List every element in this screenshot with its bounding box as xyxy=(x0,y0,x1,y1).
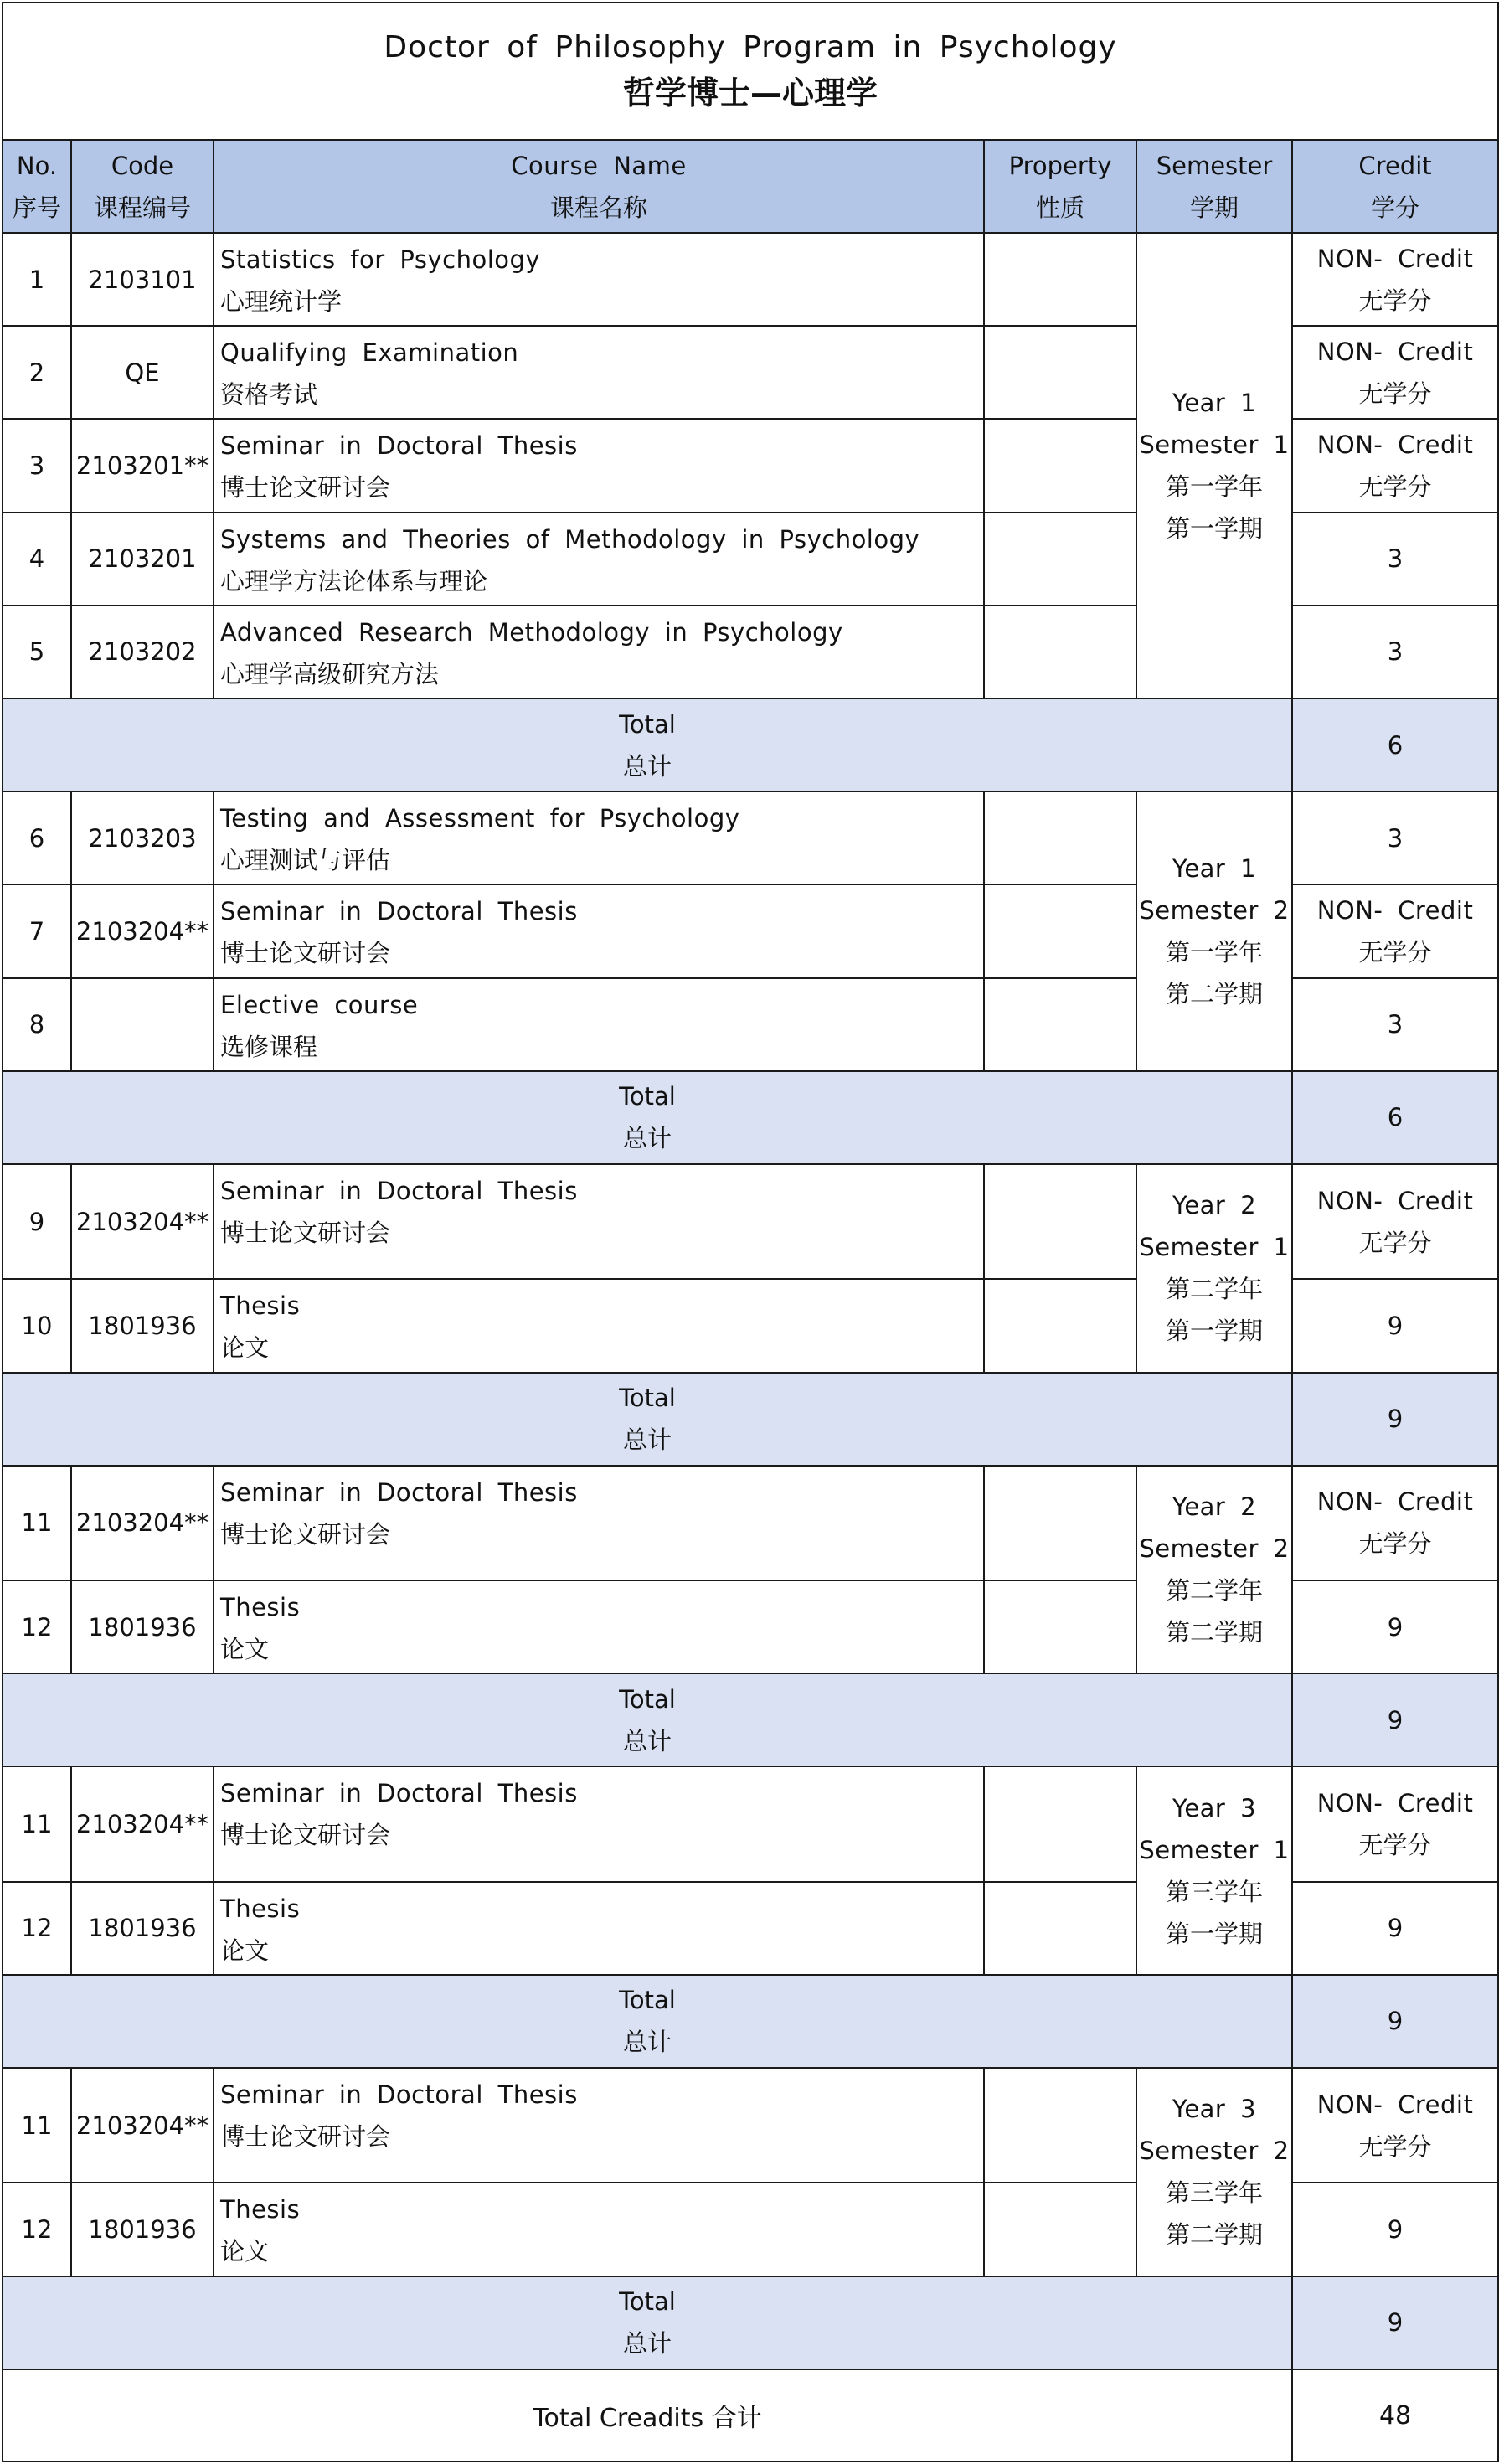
semester-cell xyxy=(1136,2068,1292,2276)
course-credit: 3 xyxy=(1292,513,1498,606)
course-code: 2103204** xyxy=(71,1766,214,1881)
course-credit xyxy=(1292,233,1498,326)
course-number: 1 xyxy=(3,233,71,326)
semester-term: Semester 2 xyxy=(1139,896,1290,925)
course-property xyxy=(984,1882,1136,1975)
course-name-english: Seminar in Doctoral Thesis xyxy=(220,1477,578,1507)
course-number: 3 xyxy=(3,419,71,512)
grand-total-row xyxy=(3,2369,1498,2461)
course-name-chinese: 博士论文研讨会 xyxy=(220,1219,391,1248)
non-credit-label-chinese: 无学分 xyxy=(1358,2132,1432,2161)
semester-total-row xyxy=(3,2276,1498,2369)
course-name-english: Seminar in Doctoral Thesis xyxy=(220,1779,578,1808)
course-property xyxy=(984,2068,1136,2183)
course-name-english: Systems and Theories of Methodology in Psychology xyxy=(220,524,920,554)
course-name-chinese: 博士论文研讨会 xyxy=(220,939,391,968)
total-label-chinese: 总计 xyxy=(622,1425,672,1455)
course-credit xyxy=(1292,884,1498,977)
course-row xyxy=(3,1766,1498,1881)
course-name xyxy=(214,978,984,1071)
grand-total-value: 48 xyxy=(1292,2369,1498,2461)
header-no: No. 序号 xyxy=(3,140,71,233)
total-label-english: Total xyxy=(619,1684,676,1714)
non-credit-label-chinese: 无学分 xyxy=(1358,1831,1432,1859)
header-code: Code 课程编号 xyxy=(71,140,214,233)
semester-term: Semester 1 xyxy=(1139,1835,1290,1864)
course-row xyxy=(3,2068,1498,2183)
semester-term-chinese: 第二学期 xyxy=(1165,1617,1263,1647)
semester-term: Semester 1 xyxy=(1139,1233,1290,1262)
course-number: 7 xyxy=(3,884,71,977)
course-name xyxy=(214,884,984,977)
course-credit: 9 xyxy=(1292,1279,1498,1372)
semester-cell xyxy=(1136,1766,1292,1974)
non-credit-label: NON- Credit xyxy=(1316,244,1474,273)
course-code: 1801936 xyxy=(71,1882,214,1975)
course-number: 12 xyxy=(3,1882,71,1975)
course-property xyxy=(984,233,1136,326)
course-code: 1801936 xyxy=(71,1580,214,1673)
non-credit-label-chinese: 无学分 xyxy=(1358,379,1432,408)
semester-term: Semester 2 xyxy=(1139,2137,1290,2166)
title-row xyxy=(3,3,1498,140)
course-name xyxy=(214,606,984,698)
course-name-english: Thesis xyxy=(220,1291,301,1321)
semester-year-chinese: 第二学年 xyxy=(1165,1275,1263,1304)
semester-year-chinese: 第二学年 xyxy=(1165,1575,1263,1605)
course-number: 9 xyxy=(3,1164,71,1279)
course-row xyxy=(3,791,1498,884)
semester-total-value: 9 xyxy=(1292,1373,1498,1466)
semester-year-chinese: 第三学年 xyxy=(1165,1877,1263,1906)
title-chinese: 哲学博士—心理学 xyxy=(623,75,878,111)
course-name-english: Elective course xyxy=(220,990,419,1019)
semester-total-row xyxy=(3,1975,1498,2068)
course-name-chinese: 心理测试与评估 xyxy=(220,846,391,875)
course-credit: 9 xyxy=(1292,1580,1498,1673)
semester-year: Year 2 xyxy=(1172,1492,1257,1521)
course-property xyxy=(984,1466,1136,1580)
non-credit-label: NON- Credit xyxy=(1316,896,1474,925)
non-credit-label: NON- Credit xyxy=(1316,1186,1474,1215)
course-property xyxy=(984,606,1136,698)
course-row xyxy=(3,1466,1498,1580)
semester-total-label xyxy=(3,1373,1292,1466)
non-credit-label-chinese: 无学分 xyxy=(1358,472,1432,501)
semester-total-row xyxy=(3,1071,1498,1164)
course-credit xyxy=(1292,326,1498,419)
course-name xyxy=(214,1766,984,1881)
course-code: 2103202 xyxy=(71,606,214,698)
course-property xyxy=(984,978,1136,1071)
course-name xyxy=(214,513,984,606)
header-course-name: Course Name 课程名称 xyxy=(214,140,984,233)
course-name-chinese: 资格考试 xyxy=(220,380,318,410)
semester-cell xyxy=(1136,1466,1292,1673)
course-property xyxy=(984,1279,1136,1372)
course-property xyxy=(984,326,1136,419)
semester-total-value: 9 xyxy=(1292,1975,1498,2068)
course-number: 11 xyxy=(3,1466,71,1580)
course-name-chinese: 博士论文研讨会 xyxy=(220,2122,391,2152)
course-name-english: Thesis xyxy=(220,2195,301,2224)
course-name-english: Seminar in Doctoral Thesis xyxy=(220,897,578,926)
total-label-chinese: 总计 xyxy=(622,1726,672,1755)
semester-term-chinese: 第一学期 xyxy=(1165,1317,1263,1346)
semester-total-row xyxy=(3,698,1498,791)
semester-total-label xyxy=(3,1673,1292,1766)
semester-total-value: 6 xyxy=(1292,698,1498,791)
semester-year: Year 2 xyxy=(1172,1191,1257,1220)
semester-year: Year 3 xyxy=(1172,2095,1257,2124)
semester-year-chinese: 第一学年 xyxy=(1165,938,1263,967)
semester-total-label xyxy=(3,698,1292,791)
semester-year: Year 3 xyxy=(1172,1793,1257,1822)
total-label-english: Total xyxy=(619,709,676,739)
non-credit-label: NON- Credit xyxy=(1316,2090,1474,2119)
total-label-english: Total xyxy=(619,2287,676,2317)
non-credit-label-chinese: 无学分 xyxy=(1358,1529,1432,1559)
course-name-chinese: 论文 xyxy=(220,2237,270,2266)
course-name xyxy=(214,326,984,419)
course-name-chinese: 论文 xyxy=(220,1634,270,1663)
course-number: 12 xyxy=(3,2183,71,2276)
total-label-english: Total xyxy=(619,1384,676,1413)
course-name-english: Seminar in Doctoral Thesis xyxy=(220,431,578,461)
grand-total-label: Total Creadits 合计 xyxy=(3,2369,1292,2461)
course-code: QE xyxy=(71,326,214,419)
document-title xyxy=(3,3,1498,140)
course-name xyxy=(214,1580,984,1673)
course-row xyxy=(3,233,1498,326)
course-number: 11 xyxy=(3,1766,71,1881)
total-label-chinese: 总计 xyxy=(622,2329,672,2358)
semester-total-value: 9 xyxy=(1292,1673,1498,1766)
non-credit-label: NON- Credit xyxy=(1316,337,1474,366)
course-number: 11 xyxy=(3,2068,71,2183)
semester-total-row xyxy=(3,1373,1498,1466)
semester-cell xyxy=(1136,233,1292,698)
course-name-chinese: 心理学方法论体系与理论 xyxy=(220,566,488,595)
course-name-chinese: 博士论文研讨会 xyxy=(220,1821,391,1850)
non-credit-label-chinese: 无学分 xyxy=(1358,286,1432,315)
course-credit: 3 xyxy=(1292,606,1498,698)
course-property xyxy=(984,884,1136,977)
course-credit xyxy=(1292,1466,1498,1580)
course-name-chinese: 论文 xyxy=(220,1936,270,1965)
course-code: 2103201 xyxy=(71,513,214,606)
course-number: 5 xyxy=(3,606,71,698)
course-name xyxy=(214,1164,984,1279)
non-credit-label: NON- Credit xyxy=(1316,430,1474,459)
course-number: 2 xyxy=(3,326,71,419)
course-name xyxy=(214,419,984,512)
semester-term-chinese: 第二学期 xyxy=(1165,980,1263,1009)
course-credit: 9 xyxy=(1292,1882,1498,1975)
course-credit xyxy=(1292,419,1498,512)
semester-term: Semester 1 xyxy=(1139,430,1290,459)
course-name xyxy=(214,2068,984,2183)
header-semester: Semester 学期 xyxy=(1136,140,1292,233)
semester-cell xyxy=(1136,1164,1292,1372)
semester-year: Year 1 xyxy=(1172,854,1257,884)
course-code: 2103204** xyxy=(71,1466,214,1580)
header-credit: Credit 学分 xyxy=(1292,140,1498,233)
course-name-chinese: 论文 xyxy=(220,1333,270,1363)
course-name-chinese: 博士论文研讨会 xyxy=(220,1519,391,1549)
course-row xyxy=(3,1164,1498,1279)
semester-total-value: 9 xyxy=(1292,2276,1498,2369)
course-property xyxy=(984,2183,1136,2276)
semester-total-label xyxy=(3,2276,1292,2369)
course-code xyxy=(71,978,214,1071)
course-code: 2103201** xyxy=(71,419,214,512)
course-code: 2103204** xyxy=(71,2068,214,2183)
course-property xyxy=(984,1580,1136,1673)
course-name xyxy=(214,1279,984,1372)
non-credit-label: NON- Credit xyxy=(1316,1487,1474,1517)
course-name-english: Qualifying Examination xyxy=(220,338,519,368)
course-property xyxy=(984,1164,1136,1279)
header-property: Property 性质 xyxy=(984,140,1136,233)
course-name-english: Testing and Assessment for Psychology xyxy=(220,804,740,833)
course-name xyxy=(214,233,984,326)
course-code: 1801936 xyxy=(71,1279,214,1372)
course-number: 4 xyxy=(3,513,71,606)
total-label-english: Total xyxy=(619,1082,676,1111)
curriculum-table xyxy=(2,2,1499,2462)
table-body xyxy=(3,233,1498,2369)
course-name-english: Seminar in Doctoral Thesis xyxy=(220,1177,578,1206)
course-code: 2103101 xyxy=(71,233,214,326)
course-name-chinese: 博士论文研讨会 xyxy=(220,473,391,503)
semester-term-chinese: 第二学期 xyxy=(1165,2220,1263,2250)
course-name-english: Thesis xyxy=(220,1894,301,1923)
course-name xyxy=(214,1466,984,1580)
course-number: 10 xyxy=(3,1279,71,1372)
course-name-chinese: 选修课程 xyxy=(220,1032,318,1061)
course-code: 2103204** xyxy=(71,884,214,977)
semester-year-chinese: 第三学年 xyxy=(1165,2178,1263,2208)
title-english: Doctor of Philosophy Program in Psychology xyxy=(384,30,1117,64)
total-label-chinese: 总计 xyxy=(622,1124,672,1153)
semester-cell xyxy=(1136,791,1292,1071)
total-label-chinese: 总计 xyxy=(622,2028,672,2057)
course-credit xyxy=(1292,2068,1498,2183)
non-credit-label-chinese: 无学分 xyxy=(1358,1228,1432,1257)
total-label-english: Total xyxy=(619,1986,676,2015)
semester-term-chinese: 第一学期 xyxy=(1165,1919,1263,1948)
non-credit-label: NON- Credit xyxy=(1316,1789,1474,1817)
course-credit: 3 xyxy=(1292,791,1498,884)
course-property xyxy=(984,419,1136,512)
course-number: 12 xyxy=(3,1580,71,1673)
course-name-english: Seminar in Doctoral Thesis xyxy=(220,2080,578,2110)
semester-total-label xyxy=(3,1071,1292,1164)
course-name xyxy=(214,2183,984,2276)
course-property xyxy=(984,513,1136,606)
semester-year-chinese: 第一学年 xyxy=(1165,472,1263,501)
course-credit xyxy=(1292,1766,1498,1881)
semester-total-row xyxy=(3,1673,1498,1766)
total-label-chinese: 总计 xyxy=(622,751,672,781)
course-name xyxy=(214,791,984,884)
semester-year: Year 1 xyxy=(1172,389,1257,417)
column-header-row xyxy=(3,140,1498,233)
semester-total-label xyxy=(3,1975,1292,2068)
course-number: 6 xyxy=(3,791,71,884)
course-code: 2103203 xyxy=(71,791,214,884)
course-credit: 9 xyxy=(1292,2183,1498,2276)
semester-term: Semester 2 xyxy=(1139,1534,1290,1563)
non-credit-label-chinese: 无学分 xyxy=(1358,938,1432,967)
course-credit: 3 xyxy=(1292,978,1498,1071)
course-name-chinese: 心理学高级研究方法 xyxy=(220,659,440,688)
course-code: 2103204** xyxy=(71,1164,214,1279)
semester-term-chinese: 第一学期 xyxy=(1165,514,1263,543)
course-code: 1801936 xyxy=(71,2183,214,2276)
course-name xyxy=(214,1882,984,1975)
semester-total-value: 6 xyxy=(1292,1071,1498,1164)
course-name-english: Advanced Research Methodology in Psychology xyxy=(220,617,843,647)
course-name-chinese: 心理统计学 xyxy=(220,287,343,316)
course-name-english: Statistics for Psychology xyxy=(220,245,541,274)
course-property xyxy=(984,1766,1136,1881)
course-property xyxy=(984,791,1136,884)
course-name-english: Thesis xyxy=(220,1592,301,1621)
course-number: 8 xyxy=(3,978,71,1071)
course-credit xyxy=(1292,1164,1498,1279)
